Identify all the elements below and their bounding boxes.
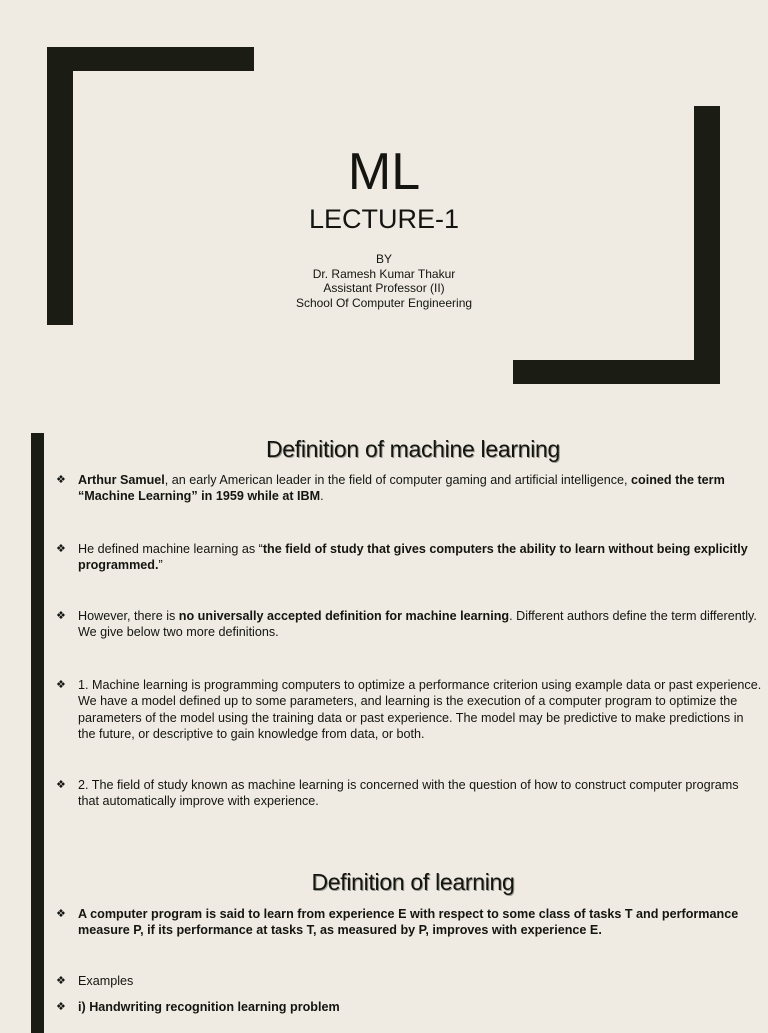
item-text: Arthur Samuel	[78, 473, 165, 487]
diamond-bullet-icon: ❖	[56, 543, 66, 555]
diamond-bullet-icon: ❖	[56, 474, 66, 486]
item-text: 2. The field of study known as machine learning is concerned with the question of how to construct computer programs that automatically improve with experience.	[78, 778, 739, 809]
item-text: , an early American leader in the field of computer gaming and artificial intelligence,	[164, 473, 632, 487]
title-slide	[0, 0, 768, 415]
frame-bar-top-left-horizontal	[47, 47, 254, 71]
item-text: However, there is	[78, 609, 179, 623]
diamond-bullet-icon: ❖	[56, 610, 66, 622]
list-item	[56, 906, 762, 939]
item-text: . Different authors define the term differently. We give below two more definitions.	[78, 609, 757, 640]
item-text: 1. Machine learning is programming computers to optimize a performance criterion using example data or past experience. We have a model defined up to some parameters, and learning is the execution of a computer program to optimize the parameters of the model using the training data or past experience. The model may be predictive to make predictions in the future, or descriptive to gain knowledge from data, or both.	[78, 678, 762, 741]
list-item	[56, 608, 762, 641]
author-line: Dr. Ramesh Kumar Thakur	[312, 266, 456, 281]
item-text: .	[320, 489, 324, 504]
author-block	[0, 252, 768, 310]
slide-subtitle: LECTURE-1	[308, 204, 460, 234]
heading-definition-learning: Definition of learning	[311, 869, 515, 895]
diamond-bullet-icon: ❖	[56, 779, 66, 791]
item-text: ”	[158, 558, 163, 573]
item-text: i) Handwriting recognition learning problem	[78, 1000, 340, 1014]
slide-title: ML	[347, 143, 421, 201]
item-text: coined the term “Machine Learning” in 1959 while at IBM	[78, 473, 725, 504]
definition-slide	[0, 415, 768, 1024]
heading-definition-ml: Definition of machine learning	[265, 436, 560, 462]
list-item	[56, 999, 762, 1015]
list-item	[56, 677, 762, 742]
diamond-bullet-icon: ❖	[56, 1001, 66, 1013]
frame-bar-bottom-right-horizontal	[513, 360, 720, 384]
list-item	[56, 472, 762, 505]
item-text: A computer program is said to learn from experience E with respect to some class of tasks T and performance measure P, if its performance at tasks T, as measured by P, improves with experience E.	[78, 907, 739, 938]
item-text: He defined machine learning as “	[78, 542, 263, 556]
item-text: no universally accepted definition for machine learning	[178, 609, 510, 623]
author-line: School Of Computer Engineering	[295, 295, 473, 310]
accent-vertical-bar	[31, 433, 44, 1033]
list-item	[56, 541, 762, 574]
item-text: the field of study that gives computers the ability to learn without being explicitly programmed.	[78, 542, 748, 573]
item-text: Examples	[78, 974, 134, 988]
author-line: Assistant Professor (II)	[323, 281, 445, 295]
diamond-bullet-icon: ❖	[56, 975, 66, 987]
list-item	[56, 777, 762, 810]
diamond-bullet-icon: ❖	[56, 908, 66, 920]
list-item	[56, 973, 762, 989]
author-line: BY	[375, 252, 392, 266]
diamond-bullet-icon: ❖	[56, 679, 66, 691]
